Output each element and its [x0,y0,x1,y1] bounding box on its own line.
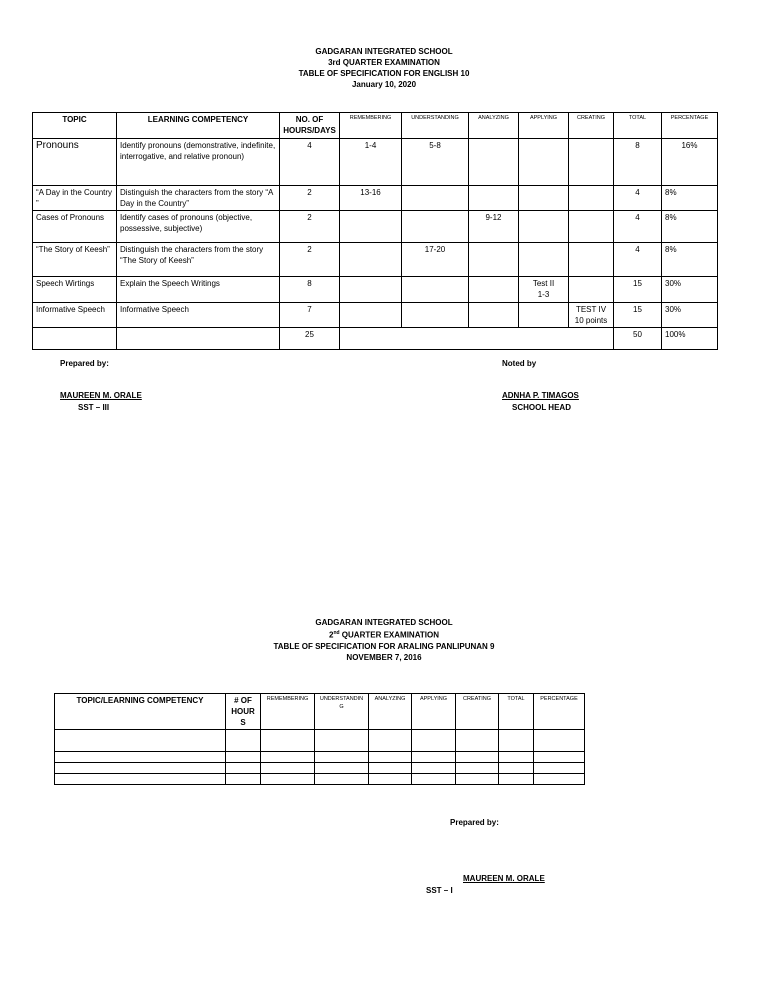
tos-title-2: TABLE OF SPECIFICATION FOR ARALING PANLIPUNAN 9 [273,641,495,651]
col-understanding: UNDERSTANDIN G [315,694,369,730]
preparer-name-2: MAUREEN M. ORALE [463,874,545,883]
competency-cell: Explain the Speech Writings [117,277,280,303]
tos-title: TABLE OF SPECIFICATION FOR ENGLISH 10 [298,69,470,78]
col-hours: NO. OF HOURS/DAYS [280,113,340,139]
col-applying: APPLYING [519,113,569,139]
creating-cell [569,303,614,328]
applying-cell [519,303,569,328]
topic-cell: “The Story of Keesh” [33,243,117,277]
applying-cell [519,277,569,303]
hours-cell: 8 [280,277,340,303]
applying-test-label: Test II [532,279,555,288]
col-percentage: PERCENTAGE [662,113,718,139]
hours-cell: 2 [280,186,340,211]
table-row [55,730,585,752]
table-row [33,277,718,303]
exam-title: 3rd QUARTER EXAMINATION [328,58,440,67]
total-cell: 4 [614,211,662,243]
analyzing-cell [469,139,519,186]
analyzing-cell [469,186,519,211]
applying-cell [519,243,569,277]
understanding-cell [402,186,469,211]
percentage-cell: 8% [662,211,718,243]
percentage-cell: 8% [662,243,718,277]
grand-percentage-cell: 100% [662,328,718,350]
competency-cell: Distinguish the characters from the story “The Story of Keesh” [117,243,280,277]
table-row [33,186,718,211]
understanding-cell [402,303,469,328]
col-applying: APPLYING [412,694,456,730]
percentage-cell: 8% [662,186,718,211]
col-remembering: REMEMBERING [340,113,402,139]
analyzing-cell [469,277,519,303]
table-row [33,211,718,243]
remembering-cell [340,303,402,328]
col-total: TOTAL [499,694,534,730]
grand-total-cell: 50 [614,328,662,350]
competency-cell: Distinguish the characters from the story “A Day in the Country” [117,186,280,211]
creating-cell [569,277,614,303]
table-row [55,763,585,774]
preparer-title: SST – III [78,403,110,412]
prepared-by-label-2: Prepared by: [450,818,499,827]
applying-items: 1-3 [537,290,550,299]
col-creating: CREATING [456,694,499,730]
creating-cell [569,139,614,186]
doc1-header [0,46,768,90]
table-row [33,243,718,277]
table-header-row [33,113,718,139]
remembering-cell: 1-4 [340,139,402,186]
school-name-2: GADGARAN INTEGRATED SCHOOL [315,618,453,627]
creating-cell [569,211,614,243]
preparer-title-2: SST – I [426,886,453,895]
exam-date-2: NOVEMBER 7, 2016 [346,652,422,662]
percentage-cell: 30% [662,303,718,328]
col-topic: TOPIC [33,113,117,139]
remembering-cell [340,277,402,303]
percentage-cell: 30% [662,277,718,303]
remembering-cell [340,243,402,277]
competency-cell: Identify pronouns (demonstrative, indefinite, interrogative, and relative pronoun) [117,139,280,186]
topic-cell: Pronouns [33,139,117,186]
remembering-cell: 13-16 [340,186,402,211]
prepared-by-label: Prepared by: [60,359,109,368]
applying-cell [519,139,569,186]
preparer-name: MAUREEN M. ORALE [60,391,142,400]
understanding-cell [402,211,469,243]
col-analyzing: ANALYZING [369,694,412,730]
remembering-cell [340,211,402,243]
total-hours-cell: 25 [280,328,340,350]
competency-cell: Identify cases of pronouns (objective, possessive, subjective) [117,211,280,243]
school-head-name: ADNHA P. TIMAGOS [502,391,579,400]
hours-cell: 2 [280,243,340,277]
tos-table-english [32,112,718,350]
hours-cell: 4 [280,139,340,186]
creating-cell [569,186,614,211]
school-head-title: SCHOOL HEAD [512,403,571,412]
exam-title-2: 2nd QUARTER EXAMINATION [329,630,439,640]
col-total: TOTAL [614,113,662,139]
col-hours: # OF HOUR S [226,694,261,730]
total-cell: 15 [614,303,662,328]
col-competency: LEARNING COMPETENCY [117,113,280,139]
noted-by-label: Noted by [502,359,537,368]
table-header-row [55,694,585,730]
col-remembering: REMEMBERING [261,694,315,730]
total-cell: 15 [614,277,662,303]
exam-date: January 10, 2020 [351,80,417,89]
topic-cell: Speech Wirtings [33,277,117,303]
applying-cell [519,186,569,211]
applying-cell [519,211,569,243]
topic-cell: “A Day in the Country ” [33,186,117,211]
analyzing-cell [469,303,519,328]
school-name: GADGARAN INTEGRATED SCHOOL [315,47,453,56]
col-topic-competency: TOPIC/LEARNING COMPETENCY [55,694,226,730]
totals-row [33,328,718,350]
table-row [55,752,585,763]
analyzing-cell [469,243,519,277]
creating-points: 10 points [574,316,608,325]
table-row [33,139,718,186]
total-cell: 4 [614,186,662,211]
analyzing-cell: 9-12 [469,211,519,243]
total-cell: 8 [614,139,662,186]
table-row [55,774,585,785]
col-understanding: UNDERSTANDING [402,113,469,139]
col-creating: CREATING [569,113,614,139]
understanding-cell: 5-8 [402,139,469,186]
topic-cell: Cases of Pronouns [33,211,117,243]
total-cell: 4 [614,243,662,277]
creating-cell [569,243,614,277]
understanding-cell [402,277,469,303]
col-analyzing: ANALYZING [469,113,519,139]
table-row [33,303,718,328]
creating-test-label: TEST IV [575,305,607,314]
topic-cell: Informative Speech [33,303,117,328]
doc2-header [0,617,768,663]
hours-cell: 7 [280,303,340,328]
percentage-cell: 16% [662,139,718,186]
tos-table-ap [54,693,585,785]
competency-cell: Informative Speech [117,303,280,328]
understanding-cell: 17-20 [402,243,469,277]
hours-cell: 2 [280,211,340,243]
col-percentage: PERCENTAGE [534,694,585,730]
